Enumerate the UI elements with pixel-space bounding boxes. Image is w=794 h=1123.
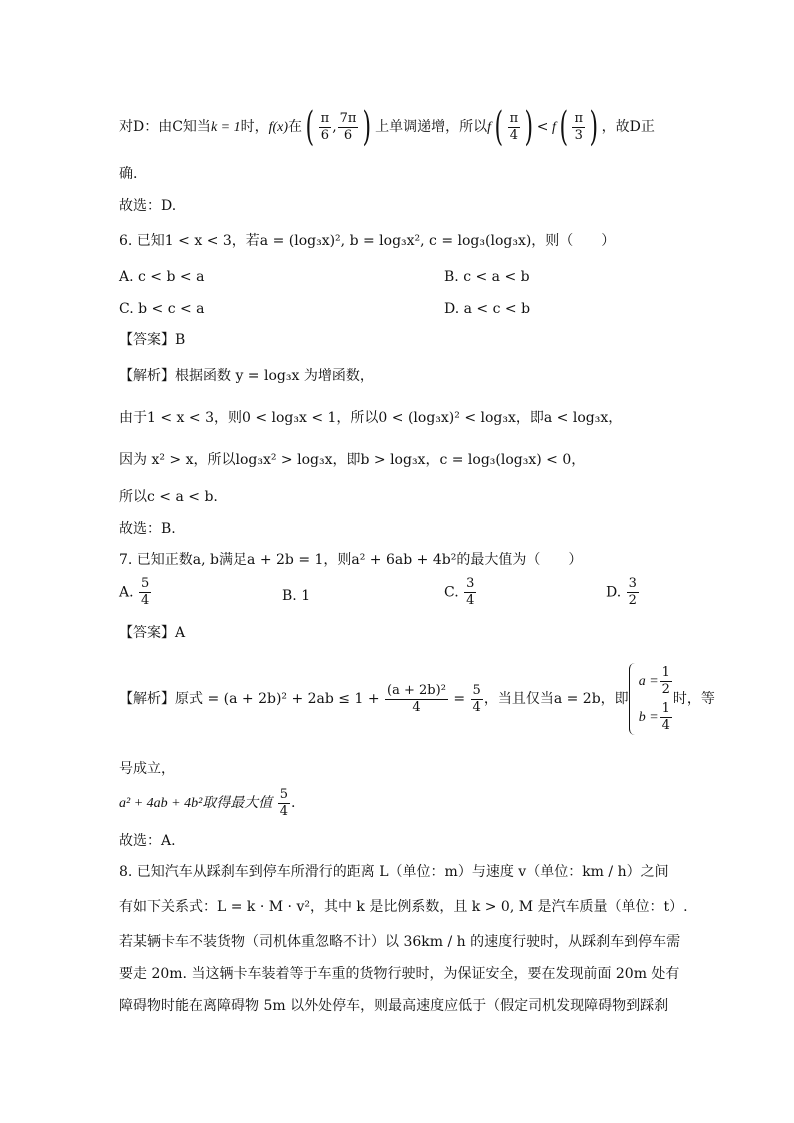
q6-answer: 【答案】B — [119, 332, 186, 348]
question-8-line-1: 8. 已知汽车从踩刹车到停车所滑行的距离 L（单位：m）与速度 v（单位：km / h）之间 — [119, 864, 669, 880]
q7-solution-cont: 号成立， — [119, 761, 175, 777]
math: f(x) — [268, 120, 289, 135]
answer-choice: 故选：D. — [119, 198, 177, 214]
q6-option-a: A. c < b < a — [119, 269, 205, 285]
q7-option-c: C. $\frac{3}{4}$ — [444, 576, 475, 608]
q7-answer: 【答案】A — [119, 625, 186, 641]
question-8-line-2: 有如下关系式：L = k · M · v²，其中 k 是比例系数，且 k > 0, M 是汽车质量（单位：t）. — [119, 899, 688, 915]
question-8-line-4: 要走 20m. 当这辆卡车装着等于车重的货物行驶时，为保证安全，要在发现前面 20m 处有 — [119, 966, 680, 982]
option-d-analysis: 对D：由C知当k = 1时，f(x)在( $\frac{\pi}{6}$ , $\frac{7\pi}{6}$ ) 上单调递增，所以f( $\frac{\pi}{4}$ ) < f( $\frac{\pi}{3}$ ) ，故D正 — [119, 104, 655, 150]
text: 在 — [288, 119, 303, 135]
math: k = 1 — [210, 120, 241, 135]
q6-option-c: C. b < c < a — [119, 301, 205, 317]
text: 时， — [240, 119, 269, 135]
text-line: 确. — [119, 166, 138, 182]
q7-solution: 【解析】原式 = (a + 2b)² + 2ab ≤ 1 + $\frac{\text{(a + 2b)²}}{4}$ = $\frac{5}{4}$ ，当且仅当a = 2b，即 a = $\frac{1}{2}$ b = $\frac{1}{4}$ 时，等 — [119, 656, 715, 742]
text: 对D：由C知当 — [119, 119, 211, 135]
fraction: $\frac{7\pi}{6}$ — [339, 110, 357, 143]
equation-system: a = $\frac{1}{2}$ b = $\frac{1}{4}$ — [629, 663, 673, 735]
q6-solution-4: 所以c < a < b. — [119, 489, 218, 505]
q7-option-d: D. $\frac{3}{2}$ — [606, 576, 637, 608]
q6-solution-3: 因为 x² > x，所以log₃x² > log₃x，即b > log₃x，c = log₃(log₃x) < 0， — [119, 452, 586, 468]
q6-solution-2: 由于1 < x < 3，则0 < log₃x < 1，所以0 < (log₃x)² < log₃x，即a < log₃x， — [119, 410, 623, 426]
q6-option-d: D. a < c < b — [444, 301, 531, 317]
q6-option-b: B. c < a < b — [444, 269, 530, 285]
q7-option-b: B. 1 — [282, 588, 311, 604]
q6-pick: 故选：B. — [119, 521, 176, 537]
fraction: $\frac{\pi}{6}$ — [320, 110, 330, 143]
q7-option-a: A. $\frac{5}{4}$ — [119, 576, 150, 608]
text: 上单调递增，所以 — [375, 119, 488, 135]
question-8-line-3: 若某辆卡车不装货物（司机体重忽略不计）以 36km / h 的速度行驶时，从踩刹车到停车需 — [119, 934, 681, 950]
question-8-line-5: 障碍物时能在离障碍物 5m 以外处停车，则最高速度应低于（假定司机发现障碍物到踩刹 — [119, 998, 669, 1014]
q7-max-line: a² + 4ab + 4b²取得最大值 $\frac{5}{4}$ . — [119, 786, 296, 819]
fraction: $\frac{\pi}{3}$ — [574, 110, 584, 143]
fraction: $\frac{\pi}{4}$ — [509, 110, 519, 143]
question-7-stem: 7. 已知正数a, b满足a + 2b = 1，则a² + 6ab + 4b²的最大值为（ ） — [119, 552, 583, 568]
question-6-stem: 6. 已知1 < x < 3，若a = (log₃x)², b = log₃x², c = log₃(log₃x)，则（ ） — [119, 233, 616, 249]
text: ，故D正 — [601, 119, 655, 135]
q7-pick: 故选：A. — [119, 833, 176, 849]
q6-solution-1: 【解析】根据函数 y = log₃x 为增函数， — [119, 368, 374, 384]
